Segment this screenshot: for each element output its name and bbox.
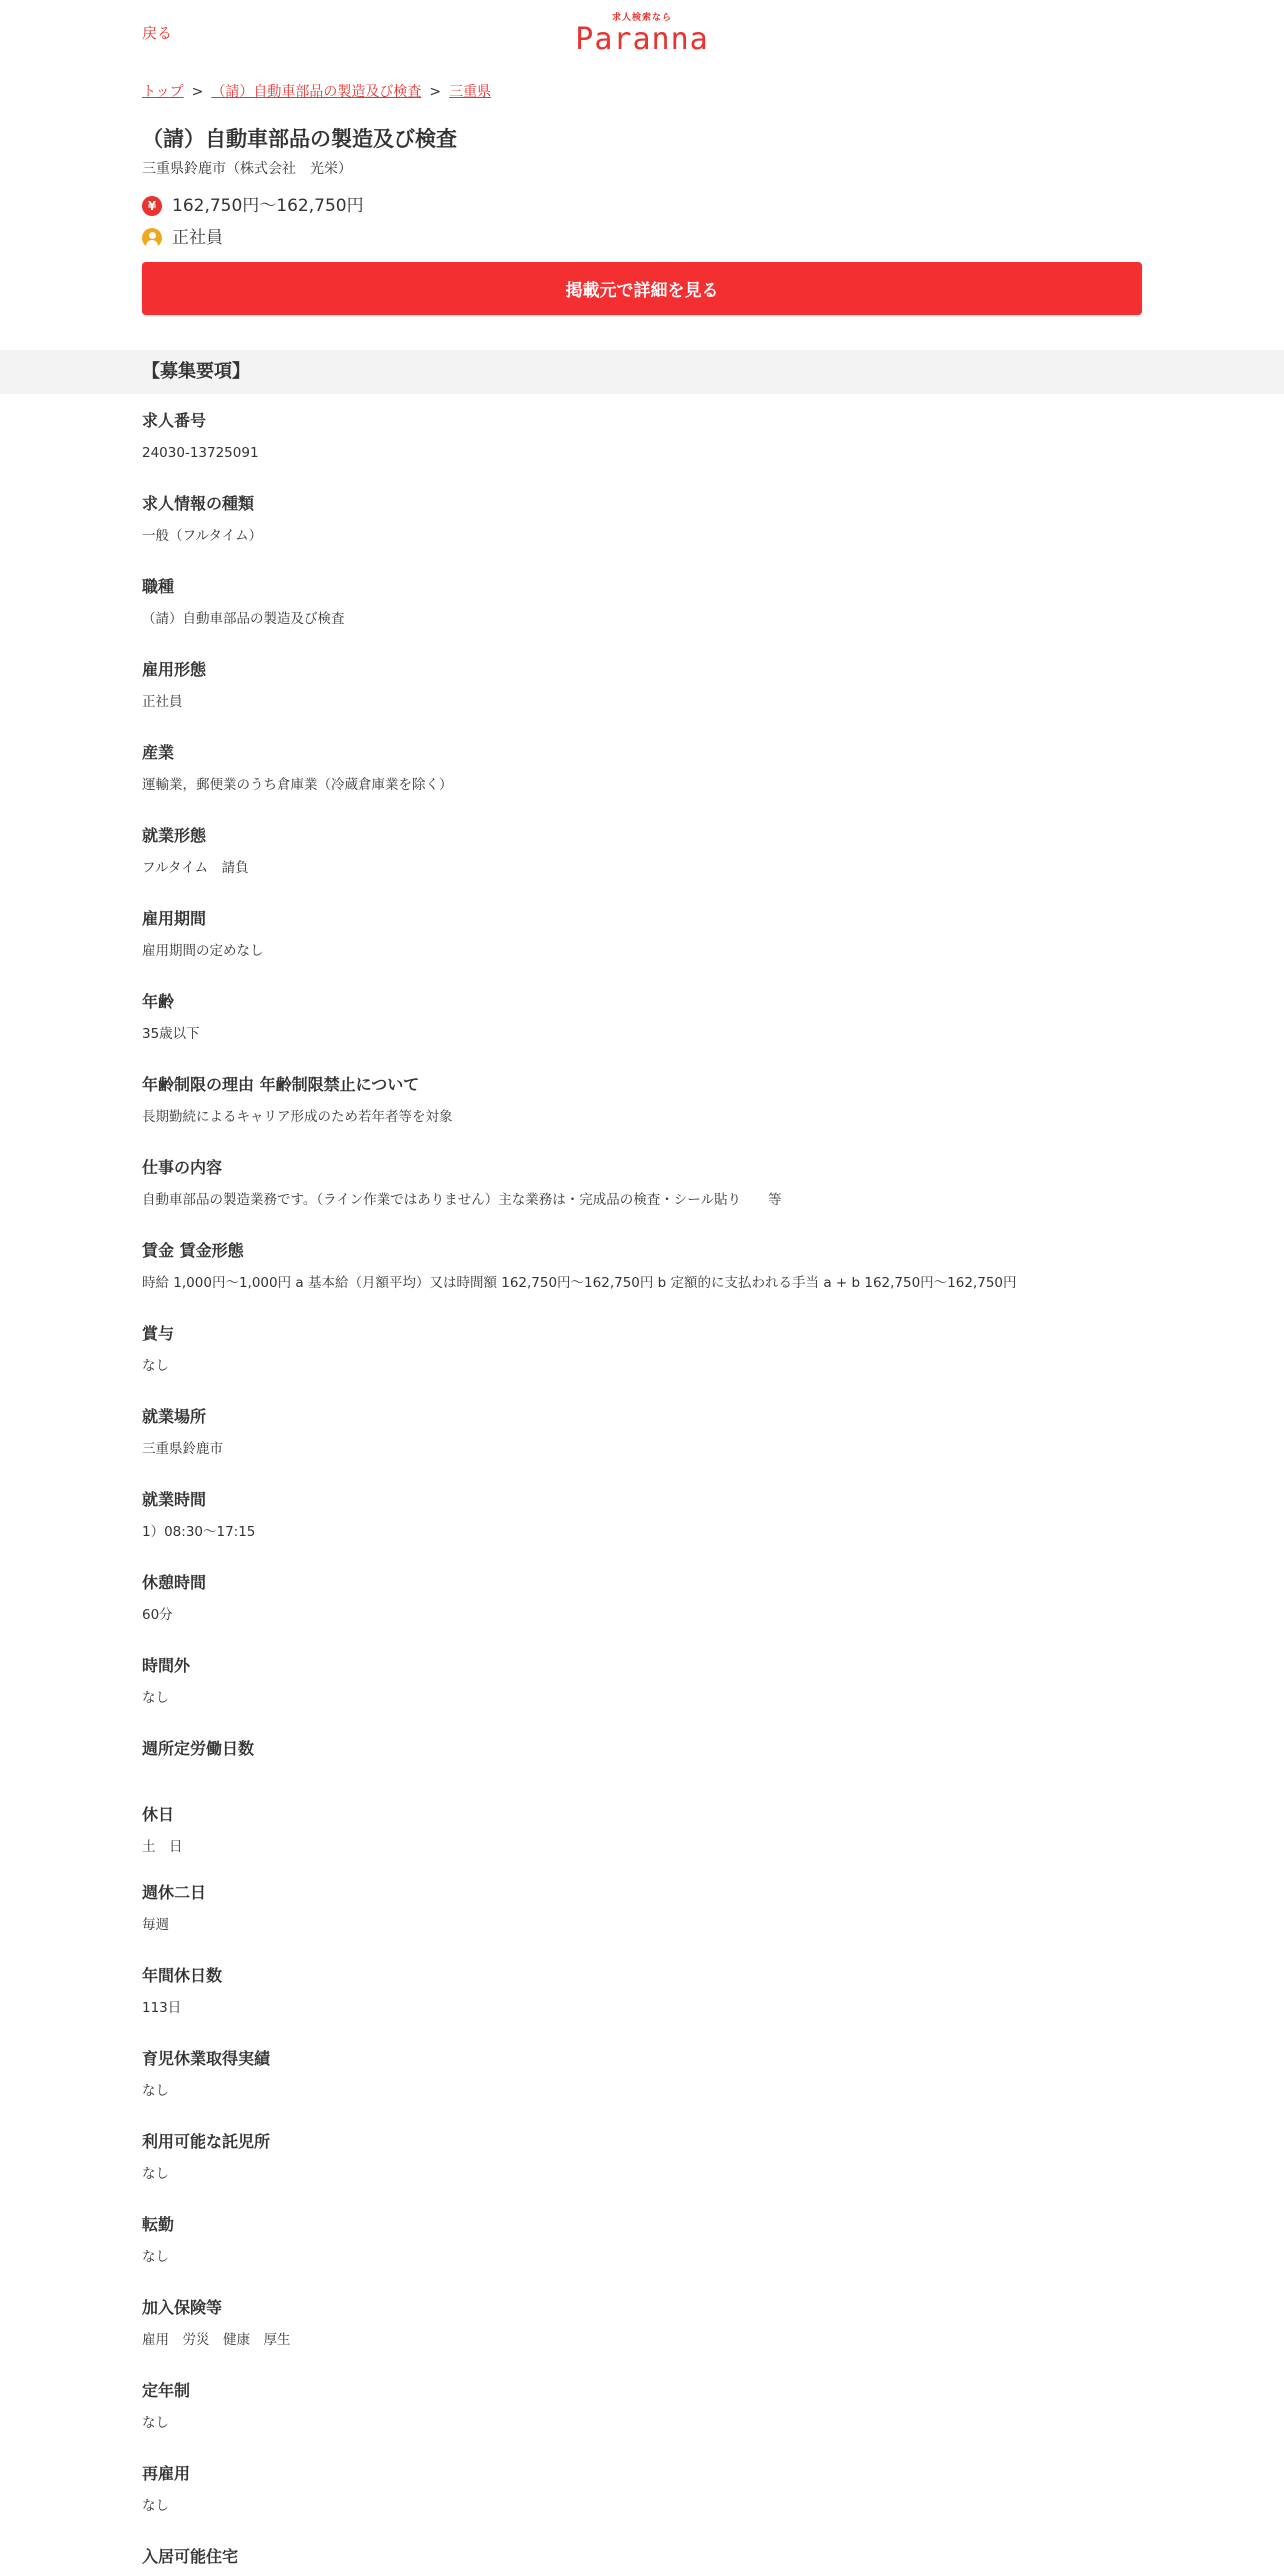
detail-label: 賞与 xyxy=(142,1324,175,1343)
detail-value: 35歳以下 xyxy=(142,1026,200,1042)
person-icon xyxy=(142,228,162,248)
detail-value: 正社員 xyxy=(142,694,183,710)
detail-item xyxy=(142,394,1142,477)
detail-value: 運輸業，郵便業のうち倉庫業（冷蔵倉庫業を除く） xyxy=(142,777,453,793)
detail-value: 自動車部品の製造業務です。（ライン作業ではありません）主な業務は・完成品の検査・シール貼り 等 xyxy=(142,1192,782,1208)
section-title: 【募集要項】 xyxy=(142,361,250,382)
detail-value: フルタイム 請負 xyxy=(142,860,249,876)
detail-value: 土 日 xyxy=(142,1839,183,1855)
detail-item xyxy=(142,1774,1142,1866)
detail-value: 60分 xyxy=(142,1607,173,1623)
detail-item xyxy=(142,1866,1142,1949)
detail-label: 週休二日 xyxy=(142,1883,207,1902)
detail-value: 113日 xyxy=(142,2000,182,2016)
detail-value: 毎週 xyxy=(142,1917,169,1933)
detail-item xyxy=(142,1390,1142,1473)
detail-value: なし xyxy=(142,2249,169,2265)
detail-label: 求人情報の種類 xyxy=(142,494,255,513)
employment-type-value: 正社員 xyxy=(172,228,223,248)
detail-label: 利用可能な託児所 xyxy=(142,2132,271,2151)
detail-value: 三重県鈴鹿市 xyxy=(142,1441,223,1457)
section-header xyxy=(0,350,1284,394)
detail-value: 長期勤続によるキャリア形成のため若年者等を対象 xyxy=(142,1109,453,1125)
detail-label: 仕事の内容 xyxy=(142,1158,223,1177)
detail-label: 休憩時間 xyxy=(142,1573,207,1592)
detail-item xyxy=(142,809,1142,892)
header xyxy=(0,0,1284,70)
detail-label: 雇用形態 xyxy=(142,660,207,679)
job-location: 三重県鈴鹿市（株式会社 光栄） xyxy=(142,161,352,177)
detail-item xyxy=(142,560,1142,643)
detail-value: （請）自動車部品の製造及び検査 xyxy=(142,611,345,627)
detail-item xyxy=(142,2530,1142,2568)
detail-label: 産業 xyxy=(142,743,175,762)
job-summary xyxy=(142,80,1142,250)
detail-value: 24030-13725091 xyxy=(142,445,259,461)
detail-value: 雇用 労災 健康 厚生 xyxy=(142,2332,291,2348)
breadcrumb-separator: > xyxy=(429,84,442,100)
detail-item xyxy=(142,1556,1142,1639)
detail-label: 年齢制限の理由 年齢制限禁止について xyxy=(142,1075,420,1094)
detail-label: 年齢 xyxy=(142,992,175,1011)
salary-row xyxy=(142,194,1142,218)
logo-tagline: 求人検索なら xyxy=(611,13,672,23)
breadcrumb-separator: > xyxy=(191,84,204,100)
detail-label: 職種 xyxy=(142,577,175,596)
yen-icon: ¥ xyxy=(142,196,162,216)
detail-label: 賃金 賃金形態 xyxy=(142,1241,244,1260)
detail-item xyxy=(142,477,1142,560)
detail-value: 一般（フルタイム） xyxy=(142,528,263,544)
detail-label: 時間外 xyxy=(142,1656,191,1675)
detail-item xyxy=(142,1722,1142,1774)
detail-item xyxy=(142,2115,1142,2198)
detail-label: 就業時間 xyxy=(142,1490,207,1509)
detail-label: 雇用期間 xyxy=(142,909,207,928)
breadcrumb-top[interactable]: トップ xyxy=(142,84,184,100)
detail-value: なし xyxy=(142,2166,169,2182)
detail-item xyxy=(142,2364,1142,2447)
detail-value: なし xyxy=(142,2415,169,2431)
detail-label: 求人番号 xyxy=(142,411,207,430)
detail-item xyxy=(142,1949,1142,2032)
detail-label: 育児休業取得実績 xyxy=(142,2049,271,2068)
detail-label: 週所定労働日数 xyxy=(142,1739,255,1758)
detail-value: 1）08:30～17:15 xyxy=(142,1524,256,1540)
breadcrumb-prefecture[interactable]: 三重県 xyxy=(449,84,492,100)
detail-item xyxy=(142,1307,1142,1390)
detail-item xyxy=(142,726,1142,809)
employment-row xyxy=(142,226,1142,250)
detail-value: 雇用期間の定めなし xyxy=(142,943,264,959)
salary-value: 162,750円～162,750円 xyxy=(172,196,364,216)
job-details-list xyxy=(142,394,1142,2568)
detail-value: 時給 1,000円～1,000円 a 基本給（月額平均）又は時間額 162,750円～162,750円 b 定額的に支払われる手当 a + b 162,750円～162,750円 xyxy=(142,1275,1017,1291)
detail-item xyxy=(142,1639,1142,1722)
detail-label: 入居可能住宅 xyxy=(142,2547,239,2566)
view-details-button[interactable]: 掲載元で詳細を見る xyxy=(142,262,1142,315)
detail-label: 再雇用 xyxy=(142,2464,191,2483)
job-title: （請）自動車部品の製造及び検査 xyxy=(142,127,457,151)
detail-item xyxy=(142,1141,1142,1224)
detail-item xyxy=(142,2032,1142,2115)
breadcrumb xyxy=(142,80,1142,104)
detail-item xyxy=(142,892,1142,975)
detail-value: なし xyxy=(142,1690,169,1706)
detail-label: 加入保険等 xyxy=(142,2298,223,2317)
detail-label: 就業形態 xyxy=(142,826,207,845)
detail-label: 年間休日数 xyxy=(142,1966,223,1985)
detail-label: 就業場所 xyxy=(142,1407,207,1426)
detail-item xyxy=(142,2198,1142,2281)
detail-label: 転勤 xyxy=(142,2215,175,2234)
detail-label: 休日 xyxy=(142,1805,175,1824)
back-link[interactable]: 戻る xyxy=(142,24,173,42)
paranna-logo[interactable] xyxy=(574,12,710,56)
detail-label: 定年制 xyxy=(142,2381,191,2400)
detail-value: なし xyxy=(142,2083,169,2099)
breadcrumb-job[interactable]: （請）自動車部品の製造及び検査 xyxy=(211,84,422,100)
detail-item xyxy=(142,2447,1142,2530)
logo-text: Paranna xyxy=(575,22,709,57)
detail-item xyxy=(142,2281,1142,2364)
detail-item xyxy=(142,1058,1142,1141)
detail-item xyxy=(142,643,1142,726)
detail-item xyxy=(142,1224,1142,1307)
detail-item xyxy=(142,975,1142,1058)
detail-value: なし xyxy=(142,2498,169,2514)
detail-item xyxy=(142,1473,1142,1556)
detail-value: なし xyxy=(142,1358,169,1374)
